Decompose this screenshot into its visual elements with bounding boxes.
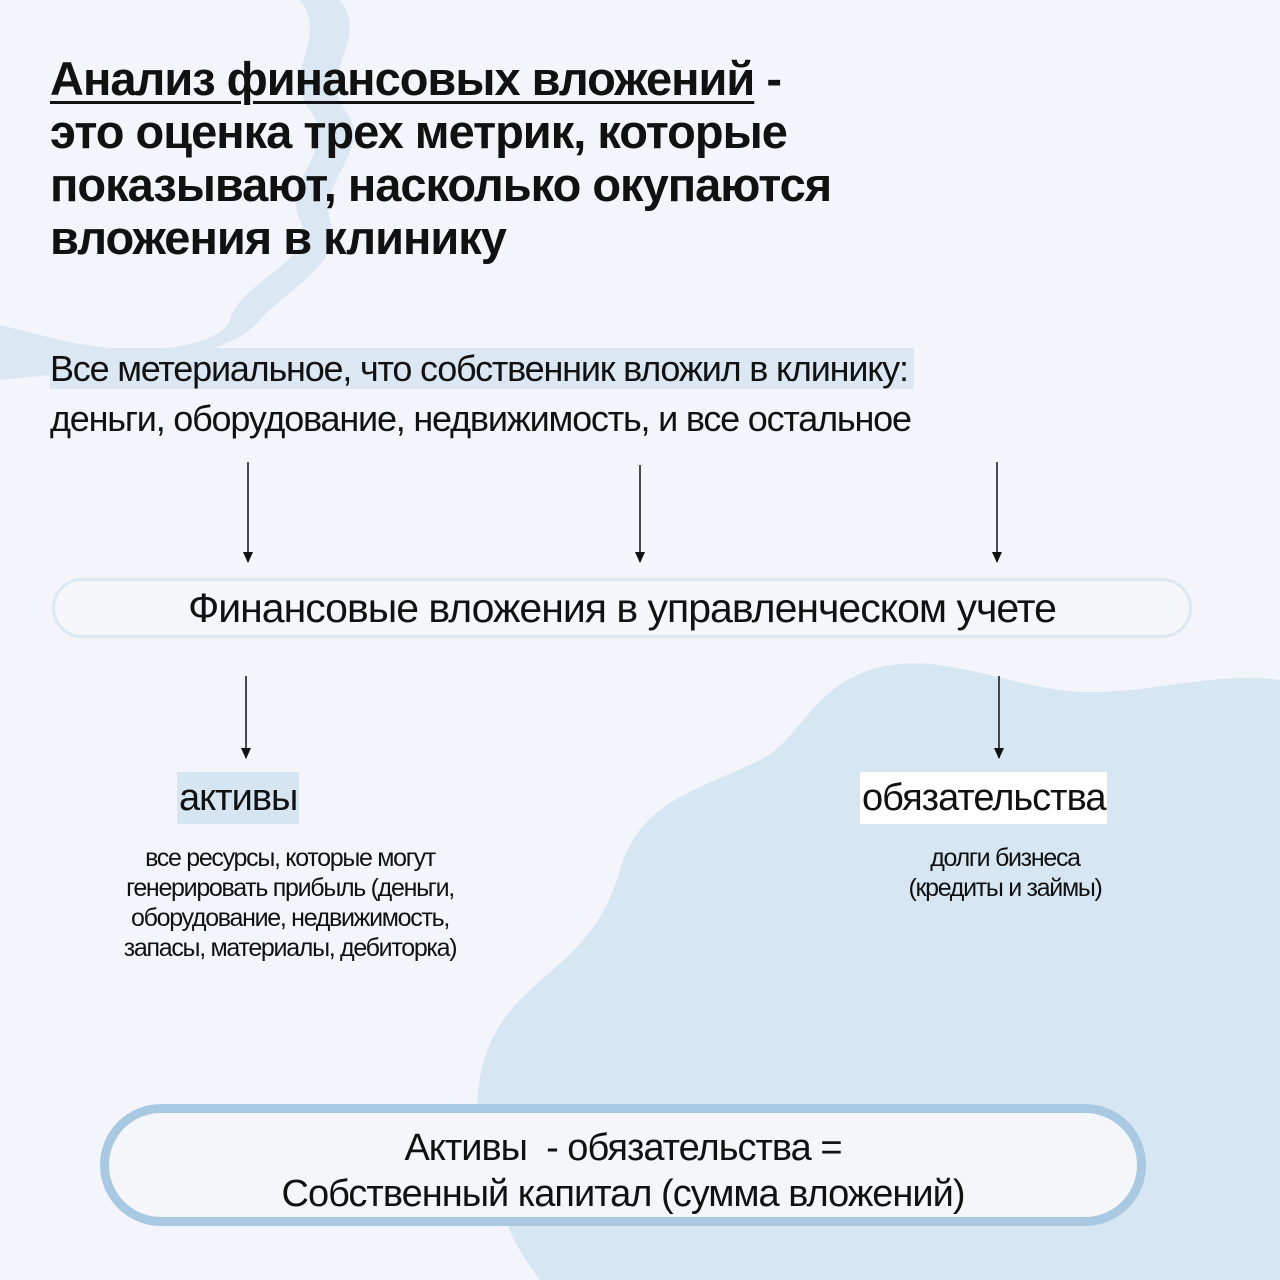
arrow-liabilities-head	[994, 748, 1004, 759]
title-line-3: показывают, насколько окупаются	[50, 158, 832, 211]
central-node	[52, 578, 1192, 638]
subtitle-line-1: Все метериальное, что собственник вложил в клинику:	[50, 348, 914, 389]
arrow-left-top-head	[243, 552, 253, 563]
formula-line-2: Собственный капитал (сумма вложений)	[281, 1173, 965, 1215]
assets-description-line: генерировать прибыль (деньги,	[126, 874, 454, 902]
subtitle-line-2: деньги, оборудование, недвижимость, и все остальное	[50, 398, 911, 439]
arrow-assets-head	[241, 748, 251, 759]
title-dash: -	[754, 52, 781, 105]
assets-label: активы	[177, 772, 299, 824]
liabilities-label: обязательства	[860, 772, 1107, 824]
title-line-4: вложения в клинику	[50, 211, 506, 264]
assets-description	[60, 843, 520, 963]
assets-description-line: запасы, материалы, дебиторка)	[123, 934, 457, 962]
title-line-2: это оценка трех метрик, которые	[50, 105, 787, 158]
formula-box	[100, 1104, 1146, 1226]
liabilities-description	[850, 843, 1160, 903]
liabilities-description-line: (кредиты и займы)	[908, 874, 1102, 902]
formula-line-1: Активы - обязательства =	[404, 1127, 842, 1169]
arrow-right-top-head	[992, 552, 1002, 563]
arrow-center-top-head	[635, 552, 645, 563]
assets-description-line: все ресурсы, которые могут	[145, 844, 435, 872]
assets-description-line: оборудование, недвижимость,	[131, 904, 449, 932]
liabilities-description-line: долги бизнеса	[930, 844, 1080, 872]
central-node-label: Финансовые вложения в управленческом учете	[188, 584, 1056, 631]
title-underlined: Анализ финансовых вложений	[50, 52, 755, 105]
